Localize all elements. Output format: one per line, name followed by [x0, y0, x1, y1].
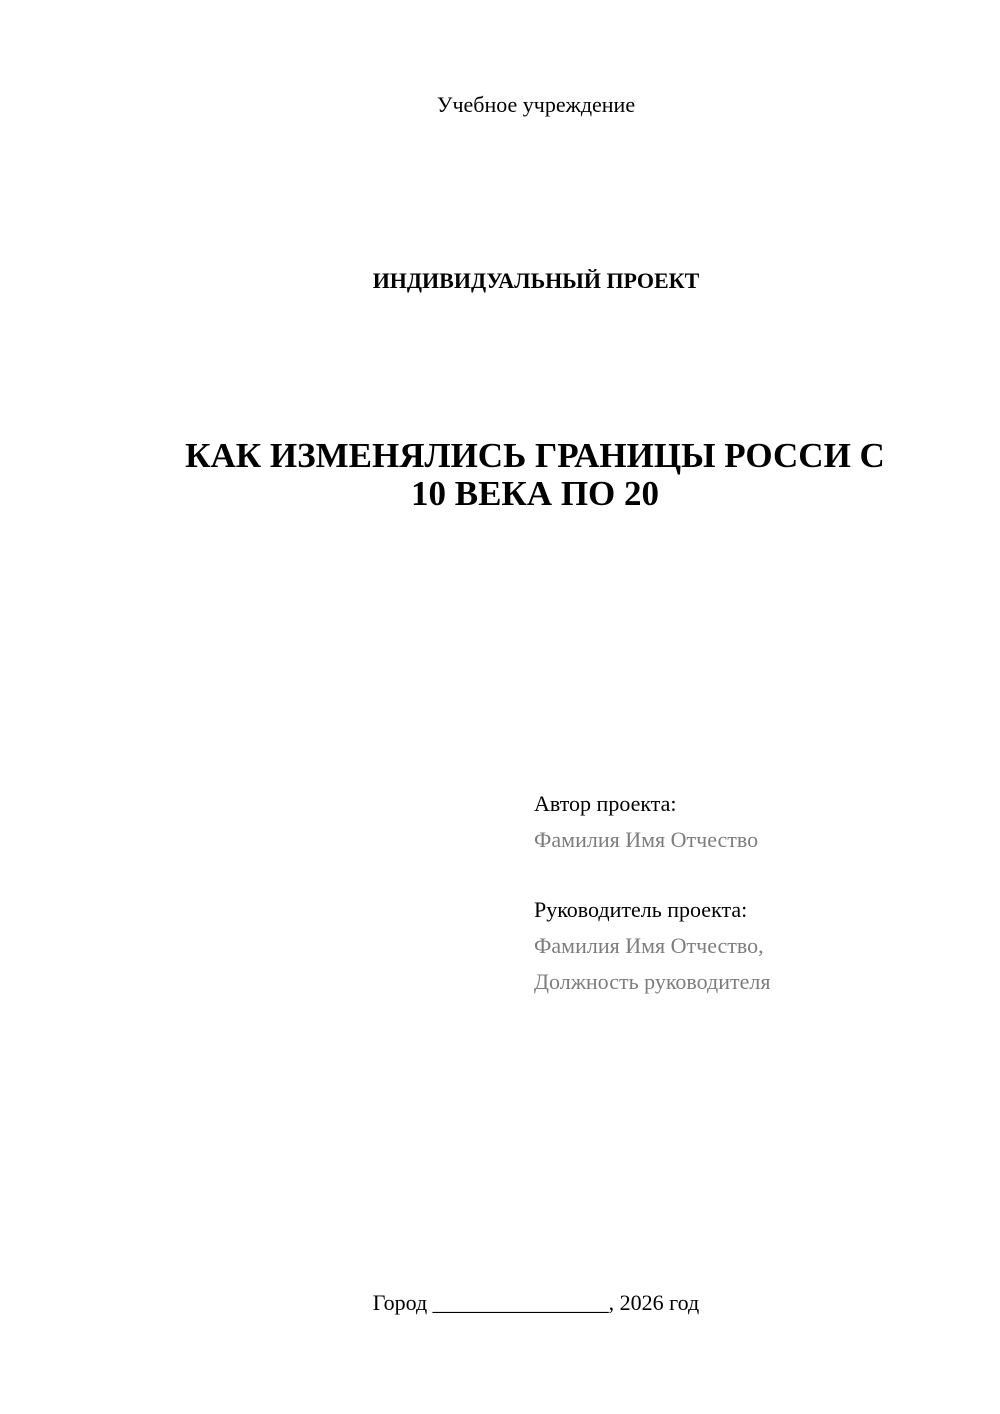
supervisor-block: [534, 892, 770, 1000]
author-name: Фамилия Имя Отчество: [534, 827, 759, 852]
project-title-line-2: 10 ВЕКА ПО 20: [410, 474, 660, 513]
supervisor-name: Фамилия Имя Отчество,: [534, 933, 764, 958]
author-block: [534, 786, 758, 858]
project-title: [120, 437, 950, 513]
author-label: Автор проекта:: [534, 791, 677, 816]
project-type-heading: ИНДИВИДУАЛЬНЫЙ ПРОЕКТ: [372, 268, 700, 293]
supervisor-position: Должность руководителя: [534, 969, 771, 994]
city-year-footer: Город ________________, 2026 год: [372, 1290, 700, 1315]
project-title-line-1: КАК ИЗМЕНЯЛИСЬ ГРАНИЦЫ РОССИ С: [185, 436, 885, 475]
supervisor-label: Руководитель проекта:: [534, 897, 748, 922]
institution-name: Учебное учреждение: [436, 92, 636, 117]
